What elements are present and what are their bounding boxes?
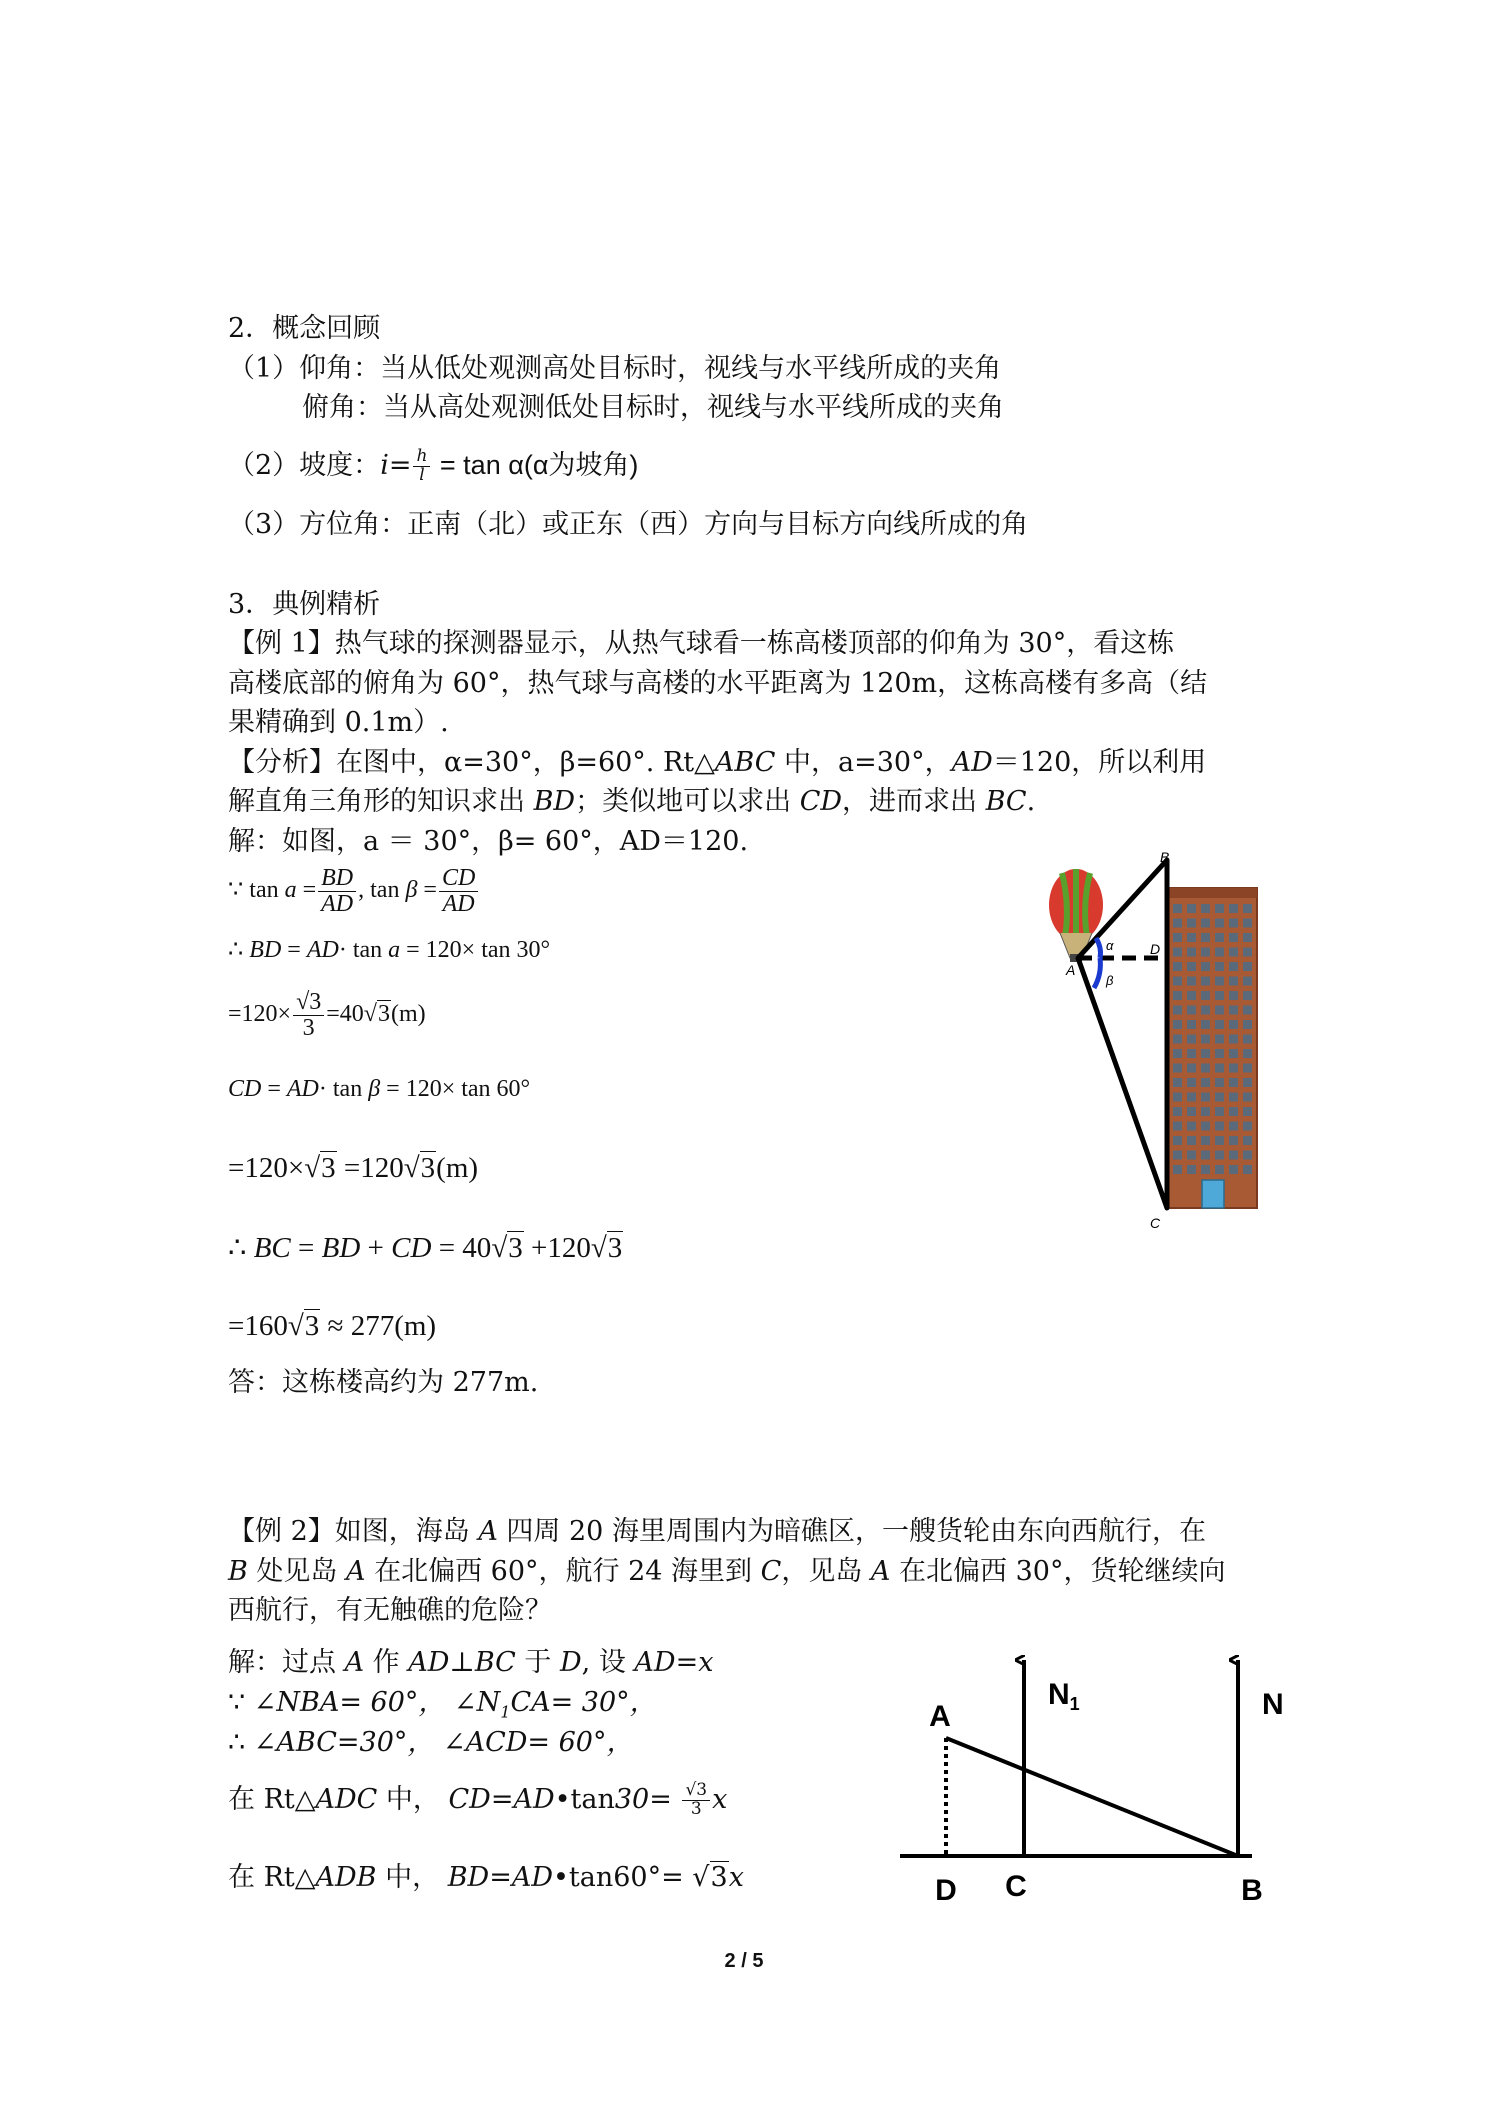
m4-beta: β [368,1076,381,1102]
building-window [1201,1049,1210,1058]
balloon-building-figure [1030,840,1280,1235]
m1-beta: β [405,877,418,904]
m6-h: +120 [523,1232,591,1264]
analysis-line2 [228,782,1035,822]
slope-def [228,445,638,486]
building-window [1187,1078,1196,1087]
s5-d: BD=AD [447,1862,553,1893]
building-window [1215,1006,1224,1015]
s4-c: 中， [377,1784,449,1815]
label-d: D [1150,941,1161,957]
m6-sqrt2: √3 [590,1232,623,1264]
analysis2-g: . [1026,786,1036,817]
s4-a: 在 Rt△ [228,1784,316,1815]
ex2-l1-c: 四周 20 海里周围内为暗礁区，一艘货轮由东向西航行，在 [497,1516,1206,1547]
analysis-line1 [228,743,1206,783]
building-window [1243,991,1252,1000]
building-window [1243,1035,1252,1044]
analysis2-bc: BC [985,786,1027,817]
m7-sqrt: √3 [287,1310,320,1342]
analysis-abc: ABC [714,747,776,778]
example1-line3: 果精确到 0.1m）. [228,707,449,738]
s5-x: x [728,1862,744,1893]
s1-f: BC [474,1647,516,1678]
building-window [1201,1151,1210,1160]
building-window [1229,904,1238,913]
m4-ad: AD [286,1076,319,1102]
building-window [1201,1165,1210,1174]
building-window [1229,977,1238,986]
building-window [1243,1093,1252,1102]
s5-sqrt: √3 [692,1862,728,1893]
building-window [1229,1049,1238,1058]
building-window [1173,991,1182,1000]
depression-angle-def: 俯角：当从高处观测低处目标时，视线与水平线所成的夹角 [302,392,1004,423]
building-window [1201,1136,1210,1145]
m5-rad1: 3 [321,1152,336,1184]
building-window [1187,933,1196,942]
label-alpha: α [1106,938,1114,953]
analysis2-e: ，进而求出 [842,786,986,817]
building-window [1229,1136,1238,1145]
m6-eq: = [290,1232,322,1264]
building-window [1201,962,1210,971]
m3-c: (m) [390,1001,426,1028]
s4-d: CD=AD [448,1784,555,1815]
building-window [1243,1049,1252,1058]
bearing-def: （3）方位角：正南（北）或正东（西）方向与目标方向线所成的角 [228,509,1029,540]
building-window [1215,1020,1224,1029]
building-window [1187,1136,1196,1145]
analysis-ad: AD [951,747,993,778]
analysis2-cd: CD [799,786,842,817]
building-window [1187,1006,1196,1015]
label-beta: β [1106,973,1114,988]
m2-rest: = 120× tan 30° [400,937,551,963]
m6-plus: + [360,1232,392,1264]
m5-a: =120× [228,1152,305,1184]
building-window [1229,1122,1238,1131]
building-window [1215,948,1224,957]
m6-bd: BD [321,1232,361,1264]
m7-b: ≈ 277(m) [320,1310,437,1342]
m7-a: =160 [228,1310,288,1342]
building-window [1229,919,1238,928]
building-window [1187,1093,1196,1102]
ex2-l2-d: 在北偏西 60°，航行 24 海里到 [365,1556,761,1587]
m1-frac2 [439,866,478,917]
building-window [1173,1093,1182,1102]
section-2-heading: 2．概念回顾 [228,313,381,344]
slope-label: （2）坡度： [228,450,381,481]
m1-tan: , tan [358,877,406,904]
building [1167,888,1257,1208]
m5-b: =120 [336,1152,404,1184]
label-b: B [1241,1874,1263,1907]
building-window [1173,1006,1182,1015]
s4-b: ADC [315,1784,378,1815]
building-window [1201,1122,1210,1131]
building-window [1201,933,1210,942]
building-window [1215,962,1224,971]
building-window [1215,1035,1224,1044]
m2-eq: = [281,937,307,963]
building-window [1243,904,1252,913]
s4-x: x [712,1784,728,1815]
label-c: C [1150,1215,1161,1231]
s1-g: 于 [515,1647,561,1678]
example2-line2 [228,1552,1225,1592]
s1-c: 作 [364,1647,409,1678]
s4-den: 3 [690,1799,702,1819]
building-window [1187,1151,1196,1160]
building-window [1173,933,1182,942]
elevation-angle-def: （1）仰角：当从低处观测高处目标时，视线与水平线所成的夹角 [228,353,1002,384]
s1-e: ⊥ [449,1647,475,1678]
m4-eq: = [261,1076,287,1102]
s4-g: = [649,1784,681,1815]
formula-bd [228,933,550,967]
building-window [1201,904,1210,913]
m3-a: =120× [228,1001,292,1028]
example2-line3: 西航行，有无触礁的危险？ [228,1595,552,1626]
building-window [1229,948,1238,957]
building-window [1229,1006,1238,1015]
building-window [1173,962,1182,971]
building-window [1215,1122,1224,1131]
building-window [1215,919,1224,928]
s5-c: 中， [376,1862,448,1893]
building-window [1187,1165,1196,1174]
m7-rad: 3 [304,1310,320,1342]
formula-tan-ratios [228,866,480,917]
building-window [1229,1035,1238,1044]
building-window [1187,1064,1196,1073]
ex2-l1-b: A [478,1516,498,1547]
m2-ad: AD [306,937,339,963]
ex2-l2-g: A [870,1556,891,1587]
s4-e: •tan [554,1784,615,1815]
example1-line1: 【例 1】热气球的探测器显示，从热气球看一栋高楼顶部的仰角为 30°，看这栋 [228,628,1175,659]
building-window [1201,919,1210,928]
m6-rad1: 3 [508,1232,523,1264]
analysis2-a: 解直角三角形的知识求出 [228,786,534,817]
building-window [1215,904,1224,913]
building-window [1215,1093,1224,1102]
building-window [1229,1020,1238,1029]
s1-a: 解：过点 [228,1647,345,1678]
building-window [1243,1165,1252,1174]
s2-b: ∠NBA= 60°， ∠N [253,1687,501,1718]
s1-h: D [560,1647,582,1678]
building-window [1187,1035,1196,1044]
building-window [1243,962,1252,971]
slope-i: i [380,450,389,481]
building-window [1187,977,1196,986]
s4-num: √3 [682,1782,710,1801]
slope-fraction [413,448,430,485]
building-window [1215,1151,1224,1160]
building-window [1173,904,1182,913]
building-window [1173,1151,1182,1160]
building-window [1173,1122,1182,1131]
building-window [1201,977,1210,986]
s3-a: ∴ [228,1727,254,1758]
building-window [1173,1035,1182,1044]
s4-frac [682,1782,710,1819]
building-window [1215,1064,1224,1073]
analysis2-bd: BD [533,786,576,817]
building-window [1243,1136,1252,1145]
building-window [1229,1151,1238,1160]
ex2-l2-a: B [228,1556,248,1587]
solution-intro: 解：如图，a ＝ 30°，β= 60°，AD＝120. [228,826,749,857]
building-window [1243,1020,1252,1029]
building-window [1229,1064,1238,1073]
m6-therefore: ∴ [228,1232,254,1264]
m1-cd: CD [439,866,478,892]
building-window [1187,991,1196,1000]
building-window [1215,991,1224,1000]
m6-cd: CD [391,1232,432,1264]
m3-frac [293,990,324,1041]
m4-rest: = 120× tan 60° [380,1076,531,1102]
building-window [1173,1049,1182,1058]
analysis-c: 中，a=30°， [775,747,952,778]
building-window [1215,977,1224,986]
building-window [1187,962,1196,971]
building-window [1215,1136,1224,1145]
m2-bd: BD [249,937,282,963]
m6-sqrt1: √3 [491,1232,523,1264]
building-window [1201,1064,1210,1073]
building-window [1229,1078,1238,1087]
slope-h: h [413,448,430,467]
building-window [1173,1064,1182,1073]
building-window [1229,1107,1238,1116]
slope-eq: = [388,450,412,481]
building-window [1187,948,1196,957]
label-a: A [1066,962,1076,978]
building-window [1201,1035,1210,1044]
m2-a: a [388,937,401,963]
building-window [1243,1006,1252,1015]
m2-therefore: ∴ [228,937,250,963]
m3-num: √3 [293,990,324,1016]
s4-f: 30 [614,1784,650,1815]
m3-rad: 3 [377,1001,390,1028]
m5-rad2: 3 [420,1152,436,1184]
hot-air-balloon [1049,869,1103,962]
label-c: C [1005,1870,1027,1903]
m6-bc: BC [253,1232,291,1264]
building-window [1229,933,1238,942]
m5-sqrt2: √3 [403,1152,436,1184]
beta-arc [1094,958,1100,988]
m3-den: 3 [302,1015,315,1042]
formula-cd [228,1072,530,1106]
page-number: 2 / 5 [724,1950,764,1972]
s2-sub: 1 [500,1702,511,1722]
ex2-l2-e: C [760,1556,782,1587]
ex2-l2-c: A [346,1556,366,1587]
s5-e: •tan60°= [552,1862,693,1893]
building-window [1187,1020,1196,1029]
slope-l: l [419,465,425,485]
s1-j: AD=x [634,1647,714,1678]
m1-because: ∵ tan [228,877,285,904]
building-window [1243,1064,1252,1073]
building-window [1243,1107,1252,1116]
building-window [1243,948,1252,957]
m3-b: =40 [326,1001,364,1028]
building-window [1173,1107,1182,1116]
m1-a: a [284,877,297,904]
building-window [1229,991,1238,1000]
m1-eq2: = [417,877,437,904]
m4-cd: CD [228,1076,262,1102]
island-ship-figure [880,1640,1320,1920]
s1-i: , 设 [581,1647,635,1678]
building-window [1243,1122,1252,1131]
example2-solution-5 [228,1858,744,1898]
example2-line1 [228,1512,1206,1552]
building-window [1187,1107,1196,1116]
alpha-arc [1096,938,1101,958]
example2-solution-3 [228,1723,633,1763]
m1-bd: BD [318,866,356,892]
formula-bd-value [228,990,426,1041]
label-n: N [1262,1688,1284,1721]
line-ab [946,1738,1238,1856]
formula-cd-value [228,1148,478,1188]
building-window [1215,1049,1224,1058]
label-n1-sub: 1 [1069,1694,1080,1714]
s2-c: CA= 30°， [510,1687,657,1718]
building-window [1229,962,1238,971]
m6-rad2: 3 [607,1232,623,1264]
label-n1 [1048,1678,1080,1714]
building-window [1201,1093,1210,1102]
m1-frac1 [318,866,356,917]
building-window [1173,919,1182,928]
building-window [1201,1107,1210,1116]
s5-b: ADB [315,1862,377,1893]
m4-tan: · tan [318,1076,369,1102]
building-window [1201,948,1210,957]
s5-rad: 3 [710,1862,728,1893]
building-window [1187,1122,1196,1131]
m1-ad2: AD [442,891,475,918]
building-window [1201,1020,1210,1029]
example2-solution-4 [228,1780,727,1820]
m2-tan: · tan [338,937,389,963]
building-window [1201,1078,1210,1087]
building-window [1229,1165,1238,1174]
label-n1-n: N [1048,1678,1070,1711]
s1-b: A [344,1647,365,1678]
analysis2-c: ；类似地可以求出 [575,786,800,817]
building-window [1201,1006,1210,1015]
m6-g: = 40 [431,1232,492,1264]
building-window [1243,933,1252,942]
m5-sqrt1: √3 [304,1152,336,1184]
s3-b: ∠ABC=30°， ∠ACD= 60°， [253,1727,634,1758]
ex2-l2-b: 处见岛 [247,1556,347,1587]
building-window [1187,919,1196,928]
formula-bc [228,1228,623,1268]
building-window [1173,977,1182,986]
ex2-l2-h: 在北偏西 30°，货轮继续向 [890,1556,1226,1587]
example2-solution-1 [228,1643,713,1683]
label-a: A [929,1700,951,1733]
building-window [1243,919,1252,928]
formula-bc-value [228,1306,436,1346]
ex2-l1-a: 【例 2】如图，海岛 [228,1516,479,1547]
analysis-e: ＝120，所以利用 [992,747,1207,778]
label-b: B [1160,849,1170,865]
building-window [1243,977,1252,986]
building-window [1173,1136,1182,1145]
building-window [1243,1151,1252,1160]
building-window [1173,1020,1182,1029]
example1-line2: 高楼底部的俯角为 60°，热气球与高楼的水平距离为 120m，这栋高楼有多高（结 [228,668,1208,699]
m3-sqrt: √3 [363,1001,390,1028]
s1-d: AD [408,1647,450,1678]
slope-tan: = tan α(α为坡角) [432,450,639,480]
building-window [1215,1165,1224,1174]
building-window [1187,904,1196,913]
label-d: D [935,1874,957,1907]
building-window [1215,1107,1224,1116]
building-window [1173,1078,1182,1087]
ex2-l2-f: ，见岛 [781,1556,871,1587]
building-window [1187,1049,1196,1058]
m5-c: (m) [436,1152,479,1184]
building-window [1173,948,1182,957]
building-window [1229,1093,1238,1102]
building-window [1173,1165,1182,1174]
example1-answer: 答：这栋楼高约为 277m. [228,1367,539,1398]
s5-a: 在 Rt△ [228,1862,316,1893]
building-window [1201,991,1210,1000]
analysis-a: 【分析】在图中，α=30°，β=60°. Rt△ [228,747,715,778]
building-window [1243,1078,1252,1087]
m1-ad: AD [321,891,354,918]
m1-eq: = [296,877,317,904]
section-3-heading: 3．典例精析 [228,589,381,620]
s2-a: ∵ [228,1687,254,1718]
building-window [1215,1078,1224,1087]
building-window [1215,933,1224,942]
